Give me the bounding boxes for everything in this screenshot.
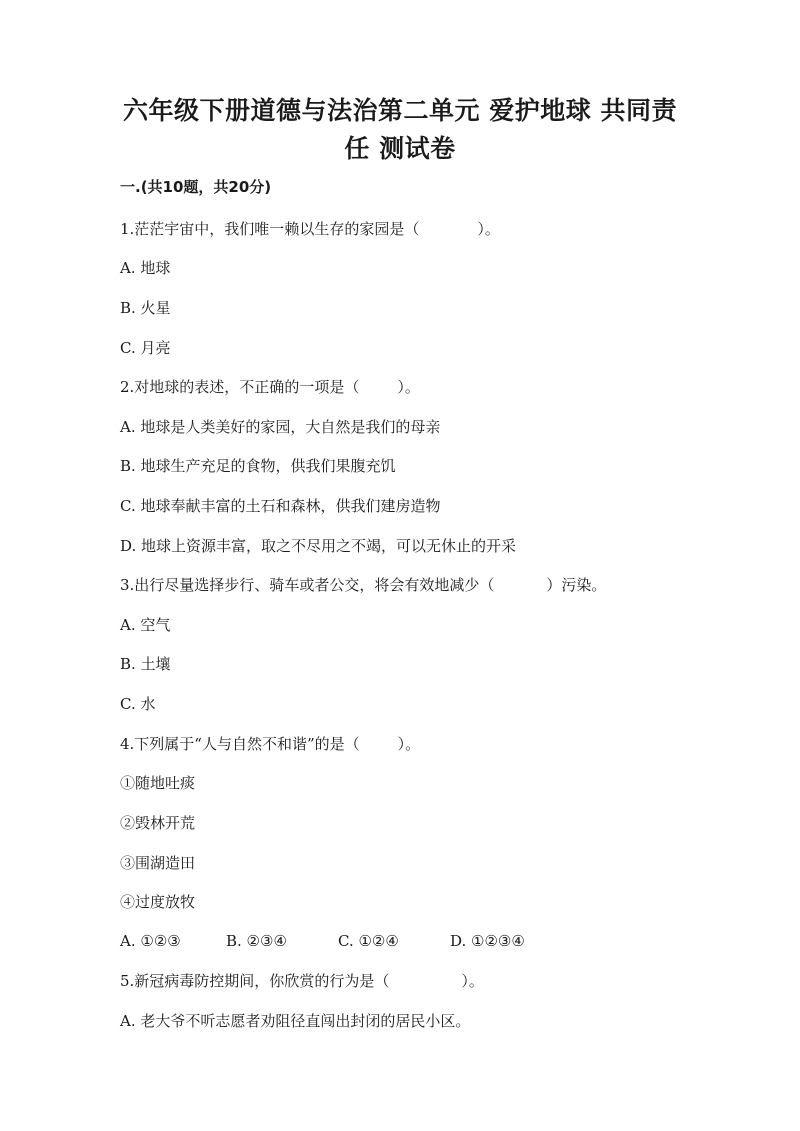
option-3c: C. 水 bbox=[120, 695, 156, 713]
option-4c: C. ①②④ bbox=[338, 932, 399, 950]
option-4a: A. ①②③ bbox=[120, 932, 181, 950]
option-3a: A. 空气 bbox=[120, 616, 171, 634]
question-3-stem: 3.出行尽量选择步行、骑车或者公交，将会有效地减少（ ）污染。 bbox=[120, 576, 607, 594]
option-4d: D. ①②③④ bbox=[450, 932, 525, 950]
option-3b: B. 土壤 bbox=[120, 655, 171, 673]
item-4-2: ②毁林开荒 bbox=[120, 814, 196, 832]
question-4-stem: 4.下列属于“人与自然不和谐”的是（ ）。 bbox=[120, 735, 421, 753]
option-1b: B. 火星 bbox=[120, 299, 171, 317]
option-2d: D. 地球上资源丰富，取之不尽用之不竭，可以无休止的开采 bbox=[120, 537, 517, 555]
option-5a: A. 老大爷不听志愿者劝阻径直闯出封闭的居民小区。 bbox=[120, 1012, 471, 1030]
page-title: 六年级下册道德与法治第二单元 爱护地球 共同责任 测试卷 bbox=[123, 96, 677, 163]
question-5-stem: 5.新冠病毒防控期间，你欣赏的行为是（ ）。 bbox=[120, 972, 484, 990]
question-2-stem: 2.对地球的表述，不正确的一项是（ ）。 bbox=[120, 378, 420, 396]
option-2a: A. 地球是人类美好的家园，大自然是我们的母亲 bbox=[120, 418, 441, 436]
option-2c: C. 地球奉献丰富的土石和森林，供我们建房造物 bbox=[120, 497, 441, 515]
item-4-3: ③围湖造田 bbox=[120, 854, 196, 872]
question-4-options bbox=[120, 930, 525, 952]
option-1a: A. 地球 bbox=[120, 259, 171, 277]
question-1-stem: 1.茫茫宇宙中，我们唯一赖以生存的家园是（ ）。 bbox=[120, 220, 500, 238]
item-4-1: ①随地吐痰 bbox=[120, 774, 196, 792]
option-2b: B. 地球生产充足的食物，供我们果腹充饥 bbox=[120, 457, 396, 475]
section-header: 一.(共10题，共20分) bbox=[120, 178, 272, 196]
item-4-4: ④过度放牧 bbox=[120, 893, 196, 911]
option-4b: B. ②③④ bbox=[226, 932, 287, 950]
option-1c: C. 月亮 bbox=[120, 339, 171, 357]
